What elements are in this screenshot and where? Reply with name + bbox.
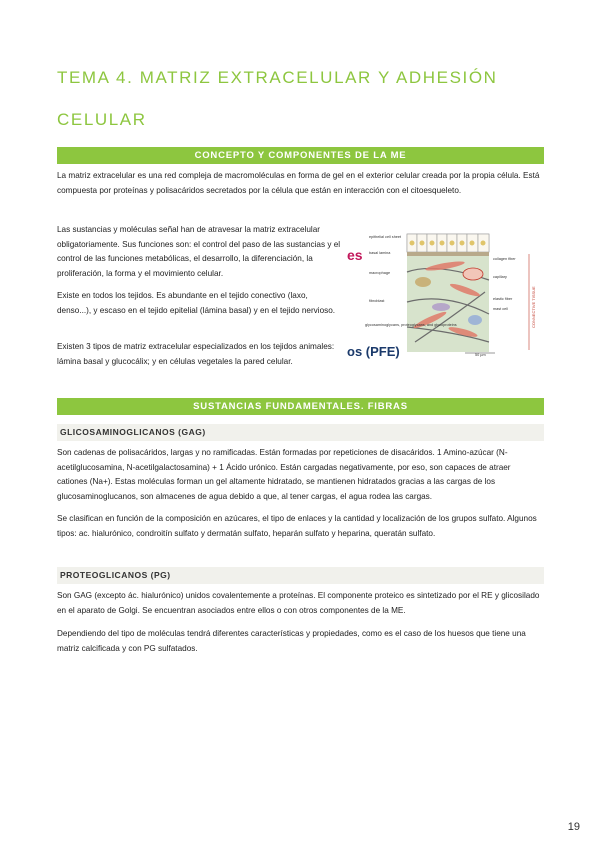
- label-fibroblast: fibroblast: [369, 299, 385, 303]
- figure-fragment-bottom: os (PFE): [347, 344, 400, 359]
- page-number: 19: [567, 821, 580, 833]
- paragraph-pg-description: Son GAG (excepto ác. hialurónico) unidos covalentemente a proteínas. El componente proteico es sintetizado por el RE y glicosilado en el aparato de Golgi. Se encuentran asociados entre ellos o con otros componentes de la ME.: [57, 591, 540, 615]
- section-header-concepto: CONCEPTO Y COMPONENTES DE LA ME: [57, 147, 544, 164]
- label-basal-lamina: basal lamina: [369, 251, 391, 255]
- page-title-line-1: TEMA 4. MATRIZ EXTRACELULAR Y ADHESIÓN: [57, 68, 498, 87]
- label-capillary: capillary: [493, 275, 507, 279]
- tissue-illustration: [407, 234, 489, 352]
- label-gag: glycosaminoglycans, proteoglycans, and glycoproteins: [365, 323, 457, 327]
- paragraph-gag-classification: Se clasifican en función de la composición en azúcares, el tipo de enlaces y la cantidad y localización de los grupos sulfato. Algunos tipos: ac. hialurónico, condroitín sulfato y dermatán sulfato, heparán sulfato y heparina, queratán sulfato.: [57, 514, 537, 538]
- label-elastic: elastic fiber: [493, 297, 513, 301]
- connective-tissue-figure: [345, 232, 543, 362]
- paragraph-gag-description: Son cadenas de polisacáridos, largas y no ramificadas. Están formadas por repeticiones de disacáridos. 1 Amino-azúcar (N-acetilglucosamina, N-acetilgalactosamina) + 1 Ácido urónico. Están cargadas negativamente, por eso, son capaces de atraer cationes (Na+). Estas moléculas forman un gel altamente hidratado, se mantienen hidratados gracias a las cargas de los glucosaminoglucanos, son almacenes de agua debido a que, al tener cargas, el agua rodea las cargas.: [57, 448, 511, 501]
- paragraph-definition: La matriz extracelular es una red compleja de macromoléculas en forma de gel en el exterior celular creada por la propia célula. Está compuesta por proteínas y polisacáridos secretados por la célula que están en interacción con el citoesqueleto.: [57, 171, 540, 195]
- label-connective-tissue: CONNECTIVE TISSUE: [531, 286, 536, 328]
- paragraph-pg-properties: Dependiendo del tipo de moléculas tendrá diferentes características y propiedades, como es el caso de los huesos que tiene una matriz calcificada y con PG sulfatados.: [57, 629, 526, 653]
- section-header-sustancias: SUSTANCIAS FUNDAMENTALES. FIBRAS: [57, 398, 544, 415]
- paragraph-functions: Las sustancias y moléculas señal han de atravesar la matriz extracelular obligatoriamente. Sus funciones son: el control del paso de las sustancias y el control de las funciones metabólicas, el desarrollo, la diferenciación, la proliferación, la forma y el movimiento celular.: [57, 225, 341, 278]
- subheader-gag: GLICOSAMINOGLICANOS (GAG): [57, 424, 544, 441]
- label-epithelial: epithelial cell sheet: [369, 235, 402, 239]
- label-collagen: collagen fiber: [493, 257, 516, 261]
- paragraph-location: Existe en todos los tejidos. Es abundante en el tejido conectivo (laxo, denso...), y escaso en el tejido epitelial (lámina basal) y en el tejido nervioso.: [57, 291, 336, 315]
- figure-fragment-top: es: [347, 247, 363, 263]
- page-title-line-2: CELULAR: [57, 110, 147, 129]
- label-mast-cell: mast cell: [493, 307, 508, 311]
- paragraph-types: Existen 3 tipos de matriz extracelular especializados en los tejidos animales: lámina basal y glucocálix; y en células vegetales la pared celular.: [57, 342, 335, 366]
- label-macrophage: macrophage: [369, 271, 391, 275]
- subheader-pg: PROTEOGLICANOS (PG): [57, 567, 544, 584]
- label-scale: 50 µm: [475, 353, 486, 357]
